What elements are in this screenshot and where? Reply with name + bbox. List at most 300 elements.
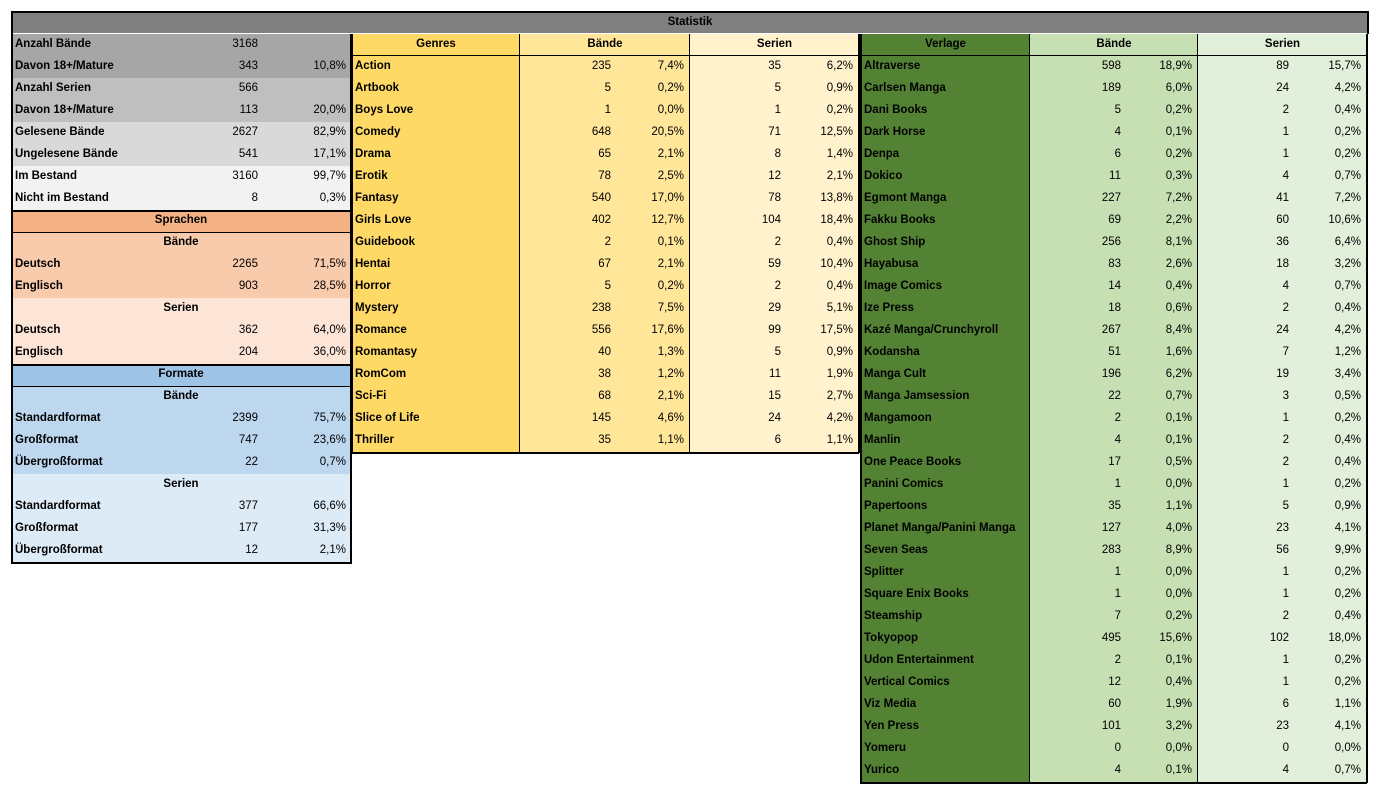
sprachen-pct: 36,0% bbox=[313, 346, 346, 358]
genres-serien-pct: 1,1% bbox=[826, 434, 853, 446]
formate-serien-header: Serien bbox=[12, 474, 350, 496]
genres-name: Romantasy bbox=[352, 342, 520, 364]
verlage-baende-value: 12 bbox=[1108, 676, 1121, 688]
verlage-baende-pct: 6,0% bbox=[1165, 82, 1192, 94]
verlage-baende-pct: 2,6% bbox=[1165, 258, 1192, 270]
sprachen-value: 362 bbox=[238, 324, 258, 336]
verlage-serien-value: 1 bbox=[1282, 148, 1289, 160]
genres-serien-pct: 1,9% bbox=[826, 368, 853, 380]
verlage-serien-value: 23 bbox=[1276, 720, 1289, 732]
formate-label: Standardformat bbox=[15, 412, 101, 424]
genres-name: Artbook bbox=[352, 78, 520, 100]
summary-value: 541 bbox=[238, 148, 258, 160]
sprachen-pct: 64,0% bbox=[313, 324, 346, 336]
verlage-baende-pct: 0,2% bbox=[1165, 148, 1192, 160]
verlage-serien-value: 18 bbox=[1276, 258, 1289, 270]
verlage-serien-value: 19 bbox=[1276, 368, 1289, 380]
verlage-baende-pct: 2,2% bbox=[1165, 214, 1192, 226]
verlage-serien-value: 2 bbox=[1282, 302, 1289, 314]
sprachen-serien-header: Serien bbox=[12, 298, 350, 320]
genres-baende-pct: 2,1% bbox=[657, 258, 684, 270]
sprachen-label: Englisch bbox=[15, 280, 63, 292]
summary-value: 113 bbox=[239, 104, 258, 116]
formate-baende-header: Bände bbox=[12, 386, 350, 408]
verlage-baende-value: 101 bbox=[1101, 720, 1121, 732]
genres-name: Hentai bbox=[352, 254, 520, 276]
verlage-baende-pct: 3,2% bbox=[1165, 720, 1192, 732]
genres-serien-value: 71 bbox=[768, 126, 781, 138]
genres-serien-value: 99 bbox=[768, 324, 781, 336]
formate-value: 177 bbox=[238, 522, 258, 534]
verlage-name: Tokyopop bbox=[861, 628, 1030, 650]
genres-serien-value: 1 bbox=[774, 104, 781, 116]
verlage-name: Dani Books bbox=[861, 100, 1030, 122]
formate-value: 12 bbox=[245, 544, 258, 556]
verlage-serien-value: 24 bbox=[1276, 324, 1289, 336]
summary-value: 8 bbox=[251, 192, 258, 204]
verlage-serien-pct: 0,2% bbox=[1334, 126, 1361, 138]
genres-baende-pct: 2,5% bbox=[657, 170, 684, 182]
verlage-serien-value: 1 bbox=[1282, 566, 1289, 578]
verlage-serien-pct: 1,2% bbox=[1334, 346, 1361, 358]
verlage-name: Viz Media bbox=[861, 694, 1030, 716]
grid-line bbox=[860, 34, 862, 783]
genres-baende-pct: 0,2% bbox=[657, 82, 684, 94]
verlage-baende-value: 22 bbox=[1108, 390, 1121, 402]
genres-name: RomCom bbox=[352, 364, 520, 386]
verlage-baende-value: 83 bbox=[1108, 258, 1121, 270]
verlage-baende-value: 267 bbox=[1101, 324, 1121, 336]
verlage-name: Kodansha bbox=[861, 342, 1030, 364]
verlage-baende-pct: 0,1% bbox=[1165, 764, 1192, 776]
genres-serien-value: 2 bbox=[774, 236, 781, 248]
genres-name: Slice of Life bbox=[352, 408, 520, 430]
verlage-serien-value: 41 bbox=[1276, 192, 1289, 204]
genres-serien-pct: 0,9% bbox=[826, 82, 853, 94]
summary-value: 3160 bbox=[232, 170, 258, 182]
verlage-baende-pct: 18,9% bbox=[1159, 60, 1192, 72]
genres-baende-pct: 7,4% bbox=[657, 60, 684, 72]
genres-serien-pct: 2,1% bbox=[826, 170, 853, 182]
verlage-baende-pct: 0,5% bbox=[1165, 456, 1192, 468]
genres-baende-value: 402 bbox=[591, 214, 611, 226]
genres-serien-value: 8 bbox=[774, 148, 781, 160]
summary-pct: 20,0% bbox=[313, 104, 346, 116]
verlage-name: Egmont Manga bbox=[861, 188, 1030, 210]
verlage-name: Manlin bbox=[861, 430, 1030, 452]
verlage-name: Altraverse bbox=[861, 56, 1030, 78]
formate-value: 2399 bbox=[232, 412, 258, 424]
summary-pct bbox=[262, 78, 350, 100]
genres-serien-pct: 0,4% bbox=[826, 280, 853, 292]
summary-label: Ungelesene Bände bbox=[15, 148, 118, 160]
verlage-name: Splitter bbox=[861, 562, 1030, 584]
verlage-serien-pct: 0,4% bbox=[1334, 456, 1361, 468]
formate-pct: 66,6% bbox=[313, 500, 346, 512]
verlage-serien-pct: 15,7% bbox=[1328, 60, 1361, 72]
genres-name: Girls Love bbox=[352, 210, 520, 232]
verlage-baende-pct: 0,4% bbox=[1165, 676, 1192, 688]
genres-baende-value: 238 bbox=[591, 302, 611, 314]
verlage-baende-value: 60 bbox=[1108, 698, 1121, 710]
verlage-name: Yomeru bbox=[861, 738, 1030, 760]
sprachen-label: Englisch bbox=[15, 346, 63, 358]
summary-pct: 0,3% bbox=[319, 192, 346, 204]
verlage-serien-pct: 3,2% bbox=[1334, 258, 1361, 270]
summary-value: 343 bbox=[238, 60, 258, 72]
verlage-name: One Peace Books bbox=[861, 452, 1030, 474]
verlage-serien-pct: 0,4% bbox=[1334, 610, 1361, 622]
verlage-name: Dark Horse bbox=[861, 122, 1030, 144]
verlage-serien-value: 1 bbox=[1282, 412, 1289, 424]
genres-name: Action bbox=[352, 56, 520, 78]
genres-serien-value: 5 bbox=[774, 82, 781, 94]
summary-value: 2627 bbox=[232, 126, 258, 138]
verlage-name: Kazé Manga/Crunchyroll bbox=[861, 320, 1030, 342]
summary-value: 3168 bbox=[232, 38, 258, 50]
verlage-serien-pct: 0,4% bbox=[1334, 104, 1361, 116]
verlage-serien-pct: 3,4% bbox=[1334, 368, 1361, 380]
verlage-serien-pct: 4,1% bbox=[1334, 720, 1361, 732]
verlage-baende-value: 14 bbox=[1108, 280, 1121, 292]
verlage-baende-pct: 0,0% bbox=[1165, 478, 1192, 490]
verlage-baende-pct: 0,1% bbox=[1165, 654, 1192, 666]
verlage-name: Denpa bbox=[861, 144, 1030, 166]
verlage-baende-pct: 0,0% bbox=[1165, 588, 1192, 600]
verlage-baende-pct: 0,2% bbox=[1165, 610, 1192, 622]
sprachen-header: Sprachen bbox=[12, 210, 350, 232]
verlage-baende-pct: 1,1% bbox=[1165, 500, 1192, 512]
verlage-header: Verlage bbox=[861, 34, 1030, 56]
formate-value: 377 bbox=[238, 500, 258, 512]
verlage-serien-pct: 18,0% bbox=[1328, 632, 1361, 644]
grid-line bbox=[860, 782, 1367, 784]
genres-baende-pct: 4,6% bbox=[657, 412, 684, 424]
verlage-baende-pct: 0,1% bbox=[1165, 434, 1192, 446]
verlage-serien-value: 24 bbox=[1276, 82, 1289, 94]
formate-label: Großformat bbox=[15, 434, 79, 446]
grid-line bbox=[689, 34, 690, 452]
genres-serien-pct: 0,4% bbox=[826, 236, 853, 248]
verlage-baende-value: 2 bbox=[1114, 412, 1121, 424]
verlage-baende-value: 2 bbox=[1114, 654, 1121, 666]
genres-name: Boys Love bbox=[352, 100, 520, 122]
genres-serien-header: Serien bbox=[690, 34, 859, 56]
verlage-baende-value: 4 bbox=[1114, 764, 1121, 776]
formate-label: Übergroßformat bbox=[15, 456, 103, 468]
verlage-baende-pct: 8,1% bbox=[1165, 236, 1192, 248]
verlage-baende-value: 18 bbox=[1108, 302, 1121, 314]
genres-serien-value: 59 bbox=[768, 258, 781, 270]
sprachen-pct: 28,5% bbox=[313, 280, 346, 292]
verlage-baende-pct: 0,7% bbox=[1165, 390, 1192, 402]
verlage-name: Manga Cult bbox=[861, 364, 1030, 386]
verlage-serien-pct: 0,7% bbox=[1334, 170, 1361, 182]
verlage-serien-value: 7 bbox=[1282, 346, 1289, 358]
verlage-baende-pct: 0,1% bbox=[1165, 126, 1192, 138]
verlage-baende-pct: 1,9% bbox=[1165, 698, 1192, 710]
summary-label: Anzahl Bände bbox=[15, 38, 92, 50]
verlage-name: Panini Comics bbox=[861, 474, 1030, 496]
summary-pct: 99,7% bbox=[313, 170, 346, 182]
genres-baende-pct: 0,2% bbox=[657, 280, 684, 292]
verlage-baende-value: 1 bbox=[1114, 478, 1121, 490]
verlage-baende-value: 4 bbox=[1114, 434, 1121, 446]
genres-serien-value: 29 bbox=[768, 302, 781, 314]
verlage-name: Ize Press bbox=[861, 298, 1030, 320]
genres-baende-value: 235 bbox=[591, 60, 611, 72]
verlage-serien-pct: 0,7% bbox=[1334, 280, 1361, 292]
verlage-baende-value: 5 bbox=[1114, 104, 1121, 116]
summary-label: Gelesene Bände bbox=[15, 126, 105, 138]
verlage-serien-value: 56 bbox=[1276, 544, 1289, 556]
verlage-serien-value: 1 bbox=[1282, 588, 1289, 600]
sprachen-label: Deutsch bbox=[15, 258, 61, 270]
genres-baende-pct: 2,1% bbox=[657, 148, 684, 160]
verlage-name: Hayabusa bbox=[861, 254, 1030, 276]
verlage-serien-pct: 0,7% bbox=[1334, 764, 1361, 776]
grid-line bbox=[1197, 34, 1198, 782]
verlage-baende-value: 11 bbox=[1109, 170, 1121, 182]
genres-baende-pct: 12,7% bbox=[651, 214, 684, 226]
verlage-serien-pct: 0,2% bbox=[1334, 566, 1361, 578]
verlage-serien-value: 23 bbox=[1276, 522, 1289, 534]
grid-line bbox=[12, 210, 351, 212]
verlage-baende-value: 0 bbox=[1114, 742, 1121, 754]
verlage-name: Carlsen Manga bbox=[861, 78, 1030, 100]
verlage-name: Yen Press bbox=[861, 716, 1030, 738]
genres-name: Fantasy bbox=[352, 188, 520, 210]
genres-serien-pct: 1,4% bbox=[826, 148, 853, 160]
verlage-baende-value: 51 bbox=[1108, 346, 1121, 358]
grid-line bbox=[1029, 34, 1030, 782]
genres-baende-value: 5 bbox=[604, 280, 611, 292]
genres-baende-value: 556 bbox=[591, 324, 611, 336]
genres-baende-value: 1 bbox=[604, 104, 611, 116]
grid-line bbox=[11, 34, 13, 563]
verlage-serien-pct: 10,6% bbox=[1328, 214, 1361, 226]
genres-serien-value: 12 bbox=[768, 170, 781, 182]
genres-baende-pct: 7,5% bbox=[657, 302, 684, 314]
genres-baende-value: 5 bbox=[604, 82, 611, 94]
verlage-serien-pct: 7,2% bbox=[1334, 192, 1361, 204]
genres-name: Mystery bbox=[352, 298, 520, 320]
formate-value: 747 bbox=[238, 434, 258, 446]
formate-pct: 23,6% bbox=[313, 434, 346, 446]
sprachen-value: 204 bbox=[238, 346, 258, 358]
verlage-serien-pct: 9,9% bbox=[1334, 544, 1361, 556]
summary-pct: 10,8% bbox=[313, 60, 346, 72]
summary-label: Im Bestand bbox=[15, 170, 77, 182]
verlage-name: Manga Jamsession bbox=[861, 386, 1030, 408]
genres-baende-pct: 17,0% bbox=[651, 192, 684, 204]
genres-serien-pct: 17,5% bbox=[820, 324, 853, 336]
genres-serien-value: 78 bbox=[768, 192, 781, 204]
verlage-serien-value: 89 bbox=[1276, 60, 1289, 72]
verlage-serien-pct: 0,2% bbox=[1334, 148, 1361, 160]
verlage-baende-value: 189 bbox=[1101, 82, 1121, 94]
verlage-serien-value: 4 bbox=[1282, 764, 1289, 776]
formate-pct: 31,3% bbox=[313, 522, 346, 534]
verlage-baende-header: Bände bbox=[1030, 34, 1198, 56]
verlage-serien-value: 1 bbox=[1282, 676, 1289, 688]
formate-value: 22 bbox=[245, 456, 258, 468]
verlage-serien-pct: 0,2% bbox=[1334, 676, 1361, 688]
verlage-serien-value: 60 bbox=[1276, 214, 1289, 226]
verlage-name: Dokico bbox=[861, 166, 1030, 188]
genres-baende-pct: 1,2% bbox=[657, 368, 684, 380]
verlage-baende-pct: 7,2% bbox=[1165, 192, 1192, 204]
verlage-baende-value: 35 bbox=[1108, 500, 1121, 512]
genres-serien-value: 5 bbox=[774, 346, 781, 358]
grid-line bbox=[1367, 11, 1369, 34]
genres-serien-value: 2 bbox=[774, 280, 781, 292]
verlage-serien-value: 2 bbox=[1282, 104, 1289, 116]
verlage-baende-value: 598 bbox=[1101, 60, 1121, 72]
verlage-serien-value: 2 bbox=[1282, 610, 1289, 622]
genres-baende-pct: 17,6% bbox=[651, 324, 684, 336]
verlage-baende-pct: 8,9% bbox=[1165, 544, 1192, 556]
genres-baende-pct: 1,1% bbox=[657, 434, 684, 446]
verlage-name: Mangamoon bbox=[861, 408, 1030, 430]
verlage-name: Udon Entertainment bbox=[861, 650, 1030, 672]
summary-pct: 82,9% bbox=[313, 126, 346, 138]
grid-line bbox=[1366, 34, 1368, 783]
verlage-baende-value: 4 bbox=[1114, 126, 1121, 138]
genres-baende-header: Bände bbox=[520, 34, 690, 56]
verlage-baende-value: 256 bbox=[1101, 236, 1121, 248]
genres-baende-pct: 20,5% bbox=[651, 126, 684, 138]
verlage-name: Square Enix Books bbox=[861, 584, 1030, 606]
verlage-serien-value: 0 bbox=[1282, 742, 1289, 754]
grid-line bbox=[12, 364, 351, 366]
verlage-serien-pct: 0,2% bbox=[1334, 412, 1361, 424]
verlage-serien-value: 4 bbox=[1282, 170, 1289, 182]
grid-line bbox=[11, 562, 352, 564]
summary-value: 566 bbox=[238, 82, 258, 94]
verlage-serien-value: 3 bbox=[1282, 390, 1289, 402]
verlage-baende-pct: 6,2% bbox=[1165, 368, 1192, 380]
verlage-baende-pct: 0,6% bbox=[1165, 302, 1192, 314]
genres-baende-pct: 0,0% bbox=[657, 104, 684, 116]
verlage-serien-pct: 6,4% bbox=[1334, 236, 1361, 248]
genres-header: Genres bbox=[352, 34, 520, 56]
genres-serien-value: 24 bbox=[768, 412, 781, 424]
genres-serien-value: 6 bbox=[774, 434, 781, 446]
verlage-baende-pct: 8,4% bbox=[1165, 324, 1192, 336]
summary-label: Davon 18+/Mature bbox=[15, 60, 114, 72]
verlage-baende-value: 6 bbox=[1114, 148, 1121, 160]
verlage-baende-pct: 0,2% bbox=[1165, 104, 1192, 116]
verlage-serien-pct: 4,1% bbox=[1334, 522, 1361, 534]
verlage-baende-value: 1 bbox=[1114, 566, 1121, 578]
verlage-serien-value: 2 bbox=[1282, 434, 1289, 446]
verlage-serien-value: 5 bbox=[1282, 500, 1289, 512]
formate-pct: 2,1% bbox=[319, 544, 346, 556]
formate-header: Formate bbox=[12, 364, 350, 386]
verlage-baende-value: 69 bbox=[1108, 214, 1121, 226]
verlage-baende-value: 7 bbox=[1114, 610, 1121, 622]
genres-serien-value: 104 bbox=[761, 214, 781, 226]
verlage-name: Yurico bbox=[861, 760, 1030, 782]
verlage-serien-pct: 0,0% bbox=[1334, 742, 1361, 754]
verlage-baende-pct: 0,1% bbox=[1165, 412, 1192, 424]
verlage-name: Ghost Ship bbox=[861, 232, 1030, 254]
sprachen-pct: 71,5% bbox=[313, 258, 346, 270]
grid-line bbox=[11, 11, 1369, 13]
verlage-serien-pct: 0,5% bbox=[1334, 390, 1361, 402]
verlage-baende-value: 127 bbox=[1101, 522, 1121, 534]
genres-baende-value: 648 bbox=[591, 126, 611, 138]
genres-baende-value: 68 bbox=[598, 390, 611, 402]
grid-line bbox=[351, 34, 353, 453]
summary-label: Anzahl Serien bbox=[15, 82, 92, 94]
genres-serien-pct: 18,4% bbox=[820, 214, 853, 226]
genres-name: Drama bbox=[352, 144, 520, 166]
verlage-name: Steamship bbox=[861, 606, 1030, 628]
summary-pct: 17,1% bbox=[313, 148, 346, 160]
verlage-serien-pct: 4,2% bbox=[1334, 82, 1361, 94]
verlage-baende-pct: 4,0% bbox=[1165, 522, 1192, 534]
genres-serien-value: 11 bbox=[769, 368, 781, 380]
verlage-serien-pct: 0,9% bbox=[1334, 500, 1361, 512]
genres-name: Guidebook bbox=[352, 232, 520, 254]
verlage-serien-pct: 0,4% bbox=[1334, 434, 1361, 446]
page-title: Statistik bbox=[11, 12, 1369, 33]
genres-name: Romance bbox=[352, 320, 520, 342]
sprachen-label: Deutsch bbox=[15, 324, 61, 336]
verlage-serien-pct: 0,2% bbox=[1334, 654, 1361, 666]
verlage-baende-value: 495 bbox=[1101, 632, 1121, 644]
genres-baende-pct: 2,1% bbox=[657, 390, 684, 402]
genres-baende-value: 2 bbox=[604, 236, 611, 248]
verlage-baende-value: 1 bbox=[1114, 588, 1121, 600]
verlage-serien-pct: 4,2% bbox=[1334, 324, 1361, 336]
verlage-baende-pct: 0,4% bbox=[1165, 280, 1192, 292]
verlage-serien-pct: 1,1% bbox=[1334, 698, 1361, 710]
genres-serien-value: 35 bbox=[768, 60, 781, 72]
verlage-name: Fakku Books bbox=[861, 210, 1030, 232]
genres-name: Erotik bbox=[352, 166, 520, 188]
verlage-serien-pct: 0,4% bbox=[1334, 302, 1361, 314]
verlage-name: Vertical Comics bbox=[861, 672, 1030, 694]
formate-pct: 75,7% bbox=[313, 412, 346, 424]
genres-serien-pct: 6,2% bbox=[826, 60, 853, 72]
verlage-baende-value: 196 bbox=[1101, 368, 1121, 380]
genres-serien-pct: 2,7% bbox=[826, 390, 853, 402]
verlage-serien-value: 1 bbox=[1282, 126, 1289, 138]
verlage-baende-pct: 0,0% bbox=[1165, 566, 1192, 578]
verlage-serien-pct: 0,2% bbox=[1334, 588, 1361, 600]
sprachen-value: 903 bbox=[238, 280, 258, 292]
verlage-serien-value: 6 bbox=[1282, 698, 1289, 710]
genres-baende-value: 65 bbox=[598, 148, 611, 160]
genres-serien-pct: 13,8% bbox=[820, 192, 853, 204]
summary-pct bbox=[262, 34, 350, 56]
genres-baende-value: 67 bbox=[598, 258, 611, 270]
sprachen-value: 2265 bbox=[232, 258, 258, 270]
genres-serien-pct: 12,5% bbox=[820, 126, 853, 138]
genres-baende-value: 78 bbox=[598, 170, 611, 182]
genres-serien-pct: 4,2% bbox=[826, 412, 853, 424]
genres-baende-value: 540 bbox=[591, 192, 611, 204]
verlage-serien-value: 1 bbox=[1282, 654, 1289, 666]
genres-name: Horror bbox=[352, 276, 520, 298]
grid-line bbox=[351, 452, 859, 454]
verlage-baende-value: 227 bbox=[1101, 192, 1121, 204]
formate-label: Übergroßformat bbox=[15, 544, 103, 556]
genres-serien-pct: 0,2% bbox=[826, 104, 853, 116]
